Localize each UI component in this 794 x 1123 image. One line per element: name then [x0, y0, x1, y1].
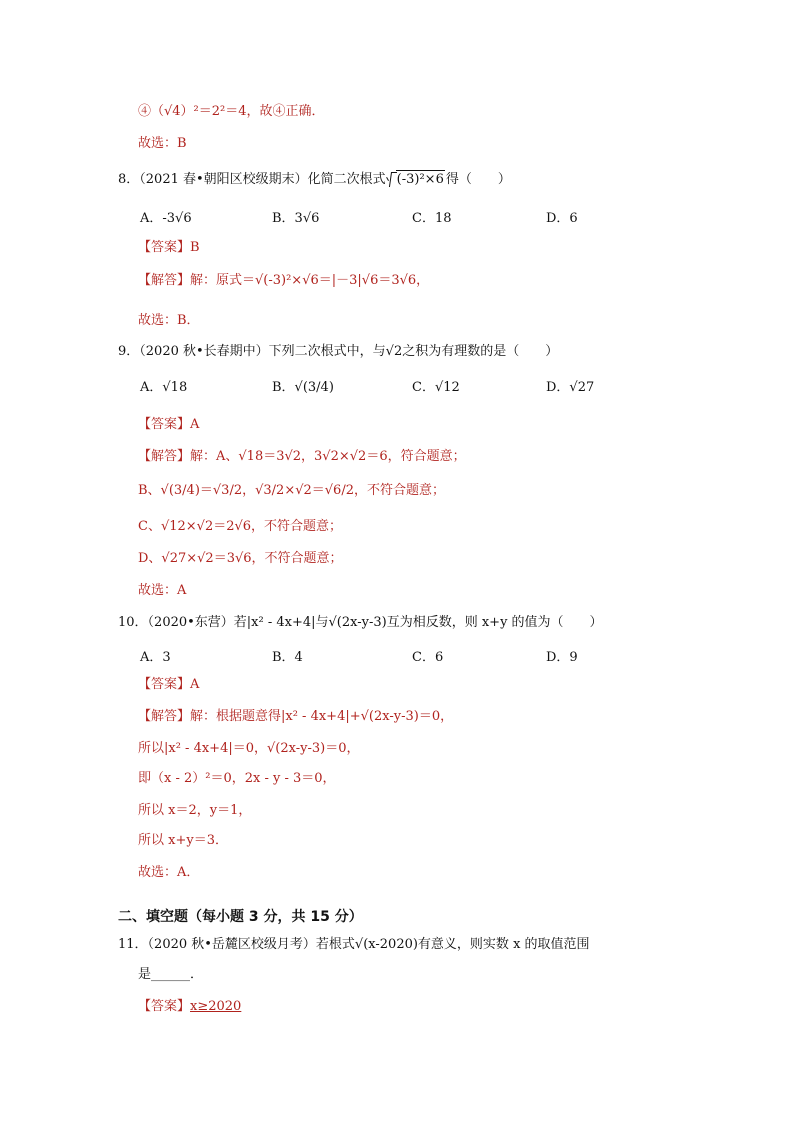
option-c: C．√12 — [412, 380, 460, 395]
solution-line: 所以 x＝2，y＝1， — [138, 803, 252, 818]
radical-sign: (-3)²×6 — [387, 170, 445, 189]
selection-line: 故选：B． — [138, 313, 200, 328]
solution-line: B、√(3/4)＝√3/2，√3/2×√2＝√6/2，不符合题意； — [138, 483, 445, 498]
answer-value: x≥2020 — [190, 999, 242, 1014]
option-a: A．3 — [140, 650, 171, 665]
option-c: C．18 — [412, 211, 452, 226]
question-11-cont: 是______． — [138, 967, 204, 982]
solution-line: 【解答】解：原式＝√(-3)²×√6＝|－3|√6＝3√6， — [138, 273, 430, 288]
answer: 【答案】A — [138, 677, 200, 692]
option-d: D．6 — [546, 211, 578, 226]
question-9: 9．（2020 秋•长春期中）下列二次根式中，与√2之积为有理数的是（ ） — [118, 344, 559, 359]
question-8: 8．（2021 春•朝阳区校级期末）化简二次根式 (-3)²×6 得（ ） — [118, 172, 511, 187]
question-11: 11．（2020 秋•岳麓区校级月考）若根式√(x-2020)有意义，则实数 x 的取值范围 — [118, 937, 590, 952]
selection-line: 故选：B — [138, 136, 187, 151]
option-b: B．√(3/4) — [272, 380, 334, 395]
solution-line: 【解答】解：A、√18＝3√2，3√2×√2＝6，符合题意； — [138, 449, 466, 464]
option-b: B．3√6 — [272, 211, 320, 226]
option-c: C．6 — [412, 650, 444, 665]
solution-line: 即（x - 2）²＝0，2x - y - 3＝0， — [138, 771, 336, 786]
solution-line: D、√27×√2＝3√6，不符合题意； — [138, 551, 343, 566]
solution-line: 【解答】解：根据题意得|x² - 4x+4|+√(2x-y-3)＝0， — [138, 709, 454, 724]
solution-line: 所以 x+y＝3． — [138, 833, 228, 848]
answer: 【答案】B — [138, 240, 200, 255]
question-10: 10．（2020•东营）若|x² - 4x+4|与√(2x-y-3)互为相反数，则 x+y 的值为（ ） — [118, 615, 603, 630]
section-heading: 二、填空题（每小题 3 分，共 15 分） — [118, 909, 363, 925]
solution-line: ④（√4）²＝2²＝4，故④正确． — [138, 104, 325, 119]
option-a: A．-3√6 — [140, 211, 192, 226]
answer: 【答案】x≥2020 — [138, 999, 242, 1014]
selection-line: 故选：A — [138, 583, 187, 598]
option-d: D．9 — [546, 650, 578, 665]
option-d: D．√27 — [546, 380, 595, 395]
solution-line: 所以|x² - 4x+4|＝0，√(2x-y-3)＝0， — [138, 741, 360, 756]
option-a: A．√18 — [140, 380, 188, 395]
option-b: B．4 — [272, 650, 303, 665]
answer: 【答案】A — [138, 417, 200, 432]
selection-line: 故选：A． — [138, 865, 200, 880]
solution-line: C、√12×√2＝2√6，不符合题意； — [138, 519, 343, 534]
